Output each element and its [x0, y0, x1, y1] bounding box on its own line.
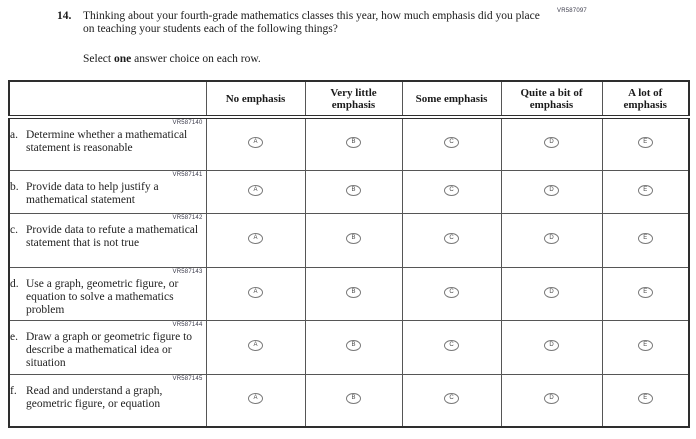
option-cell: [501, 320, 602, 374]
answer-bubble-f1[interactable]: A: [248, 393, 263, 404]
option-cell: [206, 320, 305, 374]
table-row-a: [9, 117, 689, 170]
option-cell: [402, 374, 501, 427]
answer-bubble-e3[interactable]: C: [444, 340, 459, 351]
row-text: Read and understand a graph, geometric figure, or equation: [26, 384, 163, 410]
option-cell: [602, 170, 689, 213]
row-label: [10, 129, 206, 155]
column-header-some-emphasis: Some emphasis: [402, 81, 501, 117]
option-cell: [206, 170, 305, 213]
row-prefix: f.: [10, 384, 17, 397]
option-cell: [305, 267, 402, 320]
row-code: VR587140: [172, 120, 203, 126]
option-cell: [501, 267, 602, 320]
row-text: Determine whether a mathematical statement is reasonable: [26, 129, 188, 154]
row-label-cell: [9, 117, 206, 170]
option-cell: [501, 213, 602, 267]
answer-bubble-d3[interactable]: C: [444, 287, 459, 298]
row-text: Draw a graph or geometric figure to describe a mathematical idea or situation: [26, 330, 193, 369]
table-row-e: [9, 320, 689, 374]
answer-bubble-b1[interactable]: A: [248, 185, 263, 196]
row-code: VR587145: [172, 375, 203, 382]
answer-bubble-c3[interactable]: C: [444, 233, 459, 244]
question-instruction: [83, 53, 557, 66]
option-cell: [402, 320, 501, 374]
row-label: [10, 224, 206, 250]
corner-cell: [9, 81, 206, 117]
answer-bubble-d5[interactable]: E: [638, 287, 653, 298]
row-code: VR587142: [172, 214, 203, 221]
option-cell: [206, 267, 305, 320]
answer-bubble-f3[interactable]: C: [444, 393, 459, 404]
answer-bubble-c4[interactable]: D: [544, 233, 559, 244]
question-number: 14.: [57, 10, 72, 22]
table-row-f: [9, 374, 689, 427]
row-prefix: a.: [10, 129, 18, 141]
option-cell: [602, 374, 689, 427]
answer-bubble-a3[interactable]: C: [444, 137, 459, 148]
answer-bubble-a2[interactable]: B: [346, 137, 361, 148]
answer-bubble-a1[interactable]: A: [248, 137, 263, 148]
answer-bubble-b2[interactable]: B: [346, 185, 361, 196]
answer-bubble-b5[interactable]: E: [638, 185, 653, 196]
row-code: VR587144: [172, 321, 203, 328]
option-cell: [206, 374, 305, 427]
column-header-a-lot-of-emphasis: A lot of emphasis: [602, 81, 689, 117]
row-label: [10, 278, 206, 317]
row-label-cell: [9, 374, 206, 427]
answer-bubble-a5[interactable]: E: [638, 137, 653, 148]
answer-bubble-c2[interactable]: B: [346, 233, 361, 244]
header-row: [9, 81, 689, 117]
answer-bubble-e1[interactable]: A: [248, 340, 263, 351]
option-cell: [602, 320, 689, 374]
option-cell: [305, 213, 402, 267]
option-cell: [402, 267, 501, 320]
row-label: [10, 385, 206, 411]
row-label-cell: [9, 213, 206, 267]
row-label-cell: [9, 320, 206, 374]
answer-bubble-a4[interactable]: D: [544, 137, 559, 148]
row-label: [10, 331, 206, 370]
answer-bubble-f4[interactable]: D: [544, 393, 559, 404]
option-cell: [206, 213, 305, 267]
row-text: Use a graph, geometric figure, or equation to solve a mathematics problem: [26, 277, 179, 316]
answer-bubble-e4[interactable]: D: [544, 340, 559, 351]
instruction-pre: Select: [83, 53, 114, 65]
answer-bubble-b4[interactable]: D: [544, 185, 559, 196]
option-cell: [305, 117, 402, 170]
option-cell: [501, 374, 602, 427]
answer-bubble-c1[interactable]: A: [248, 233, 263, 244]
question-text: Thinking about your fourth-grade mathematics classes this year, how much emphasis did you place on teaching your students each of the following things?: [83, 10, 540, 35]
column-header-quite-a-bit-of-emphasis: Quite a bit of emphasis: [501, 81, 602, 117]
option-cell: [402, 213, 501, 267]
option-cell: [501, 170, 602, 213]
answer-bubble-f2[interactable]: B: [346, 393, 361, 404]
column-header-very-little-emphasis: Very little emphasis: [305, 81, 402, 117]
table-row-b: [9, 170, 689, 213]
instruction-bold: one: [113, 53, 132, 65]
row-prefix: b.: [10, 180, 19, 193]
option-cell: [305, 374, 402, 427]
answer-bubble-d2[interactable]: B: [346, 287, 361, 298]
row-label-cell: [9, 170, 206, 213]
row-prefix: e.: [10, 330, 18, 343]
row-prefix: d.: [10, 277, 19, 290]
emphasis-matrix-table: [8, 80, 690, 428]
option-cell: [305, 320, 402, 374]
answer-bubble-e2[interactable]: B: [346, 340, 361, 351]
form-code: VR587097: [557, 8, 587, 14]
row-label-cell: [9, 267, 206, 320]
option-cell: [305, 170, 402, 213]
option-cell: [602, 267, 689, 320]
answer-bubble-e5[interactable]: E: [638, 340, 653, 351]
column-header-no-emphasis: No emphasis: [206, 81, 305, 117]
row-code: VR587141: [172, 171, 203, 178]
row-text: Provide data to refute a mathematical statement that is not true: [26, 223, 199, 249]
option-cell: [602, 213, 689, 267]
table-row-c: [9, 213, 689, 267]
row-text: Provide data to help justify a mathematical statement: [26, 180, 159, 206]
question-block: [57, 10, 557, 66]
instruction-post: answer choice on each row.: [131, 53, 261, 65]
row-label: [10, 181, 206, 207]
row-code: VR587143: [172, 268, 203, 275]
table-row-d: [9, 267, 689, 320]
option-cell: [402, 170, 501, 213]
option-cell: [206, 117, 305, 170]
option-cell: [602, 117, 689, 170]
option-cell: [402, 117, 501, 170]
answer-bubble-f5[interactable]: E: [638, 393, 653, 404]
answer-bubble-c5[interactable]: E: [638, 233, 653, 244]
answer-bubble-b3[interactable]: C: [444, 185, 459, 196]
option-cell: [501, 117, 602, 170]
row-prefix: c.: [10, 223, 18, 236]
answer-bubble-d4[interactable]: D: [544, 287, 559, 298]
answer-bubble-d1[interactable]: A: [248, 287, 263, 298]
